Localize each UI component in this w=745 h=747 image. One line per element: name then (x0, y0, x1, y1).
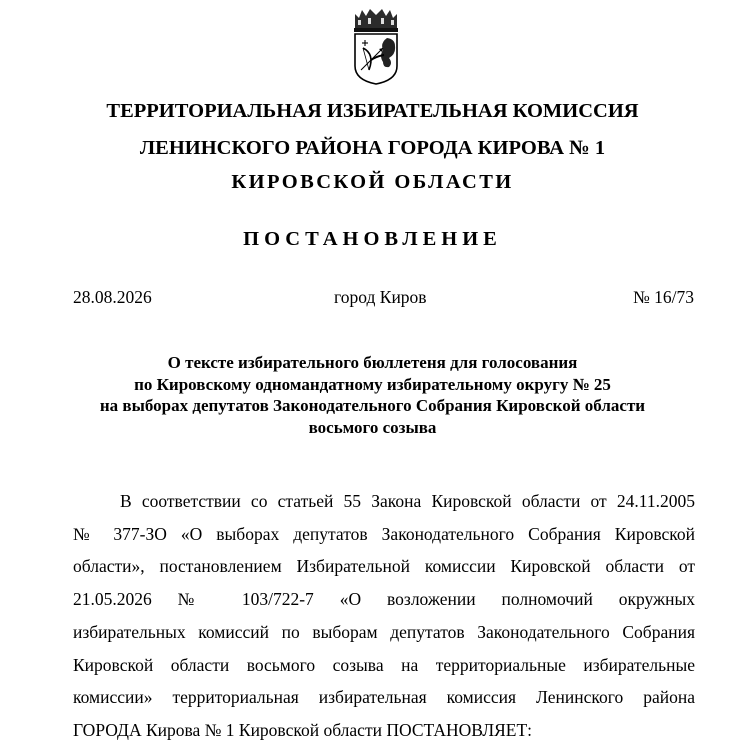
body-line: 21.05.2026 № 103/722-7 «О возложении полномочий окружных (73, 589, 695, 610)
subject-line: восьмого созыва (308, 417, 437, 437)
document-subject (0, 352, 745, 438)
subject-line: на выборах депутатов Законодательного Собрания Кировской области (99, 396, 646, 415)
subject-line: О тексте избирательного бюллетеня для голосования (167, 353, 578, 372)
body-line: ГОРОДА Кирова № 1 Кировской области ПОСТАНОВЛЯЕТ: (73, 719, 533, 740)
commission-title-line-2: ЛЕНИНСКОГО РАЙОНА ГОРОДА КИРОВА № 1 (139, 137, 606, 159)
commission-title-line-3: КИРОВСКОЙ ОБЛАСТИ (231, 171, 514, 193)
body-line: Кировской области восьмого созыва на территориальные избирательные (73, 654, 695, 675)
kirov-coat-of-arms-icon (349, 8, 403, 86)
document-city: город Киров (334, 287, 427, 307)
commission-title-line-1: ТЕРРИТОРИАЛЬНАЯ ИЗБИРАТЕЛЬНАЯ КОМИССИЯ (106, 100, 639, 122)
body-line: избирательных комиссий по выборам депутатов Законодательного Собрания (73, 621, 695, 642)
document-number: № 16/73 (633, 287, 694, 307)
body-line: В соответствии со статьей 55 Закона Кировской области от 24.11.2005 (120, 491, 695, 511)
body-line: № 377-ЗО «О выборах депутатов Законодательного Собрания Кировской (73, 523, 695, 544)
subject-line: по Кировскому одномандатному избирательному округу № 25 (134, 374, 611, 394)
document-type: ПОСТАНОВЛЕНИЕ (243, 228, 502, 250)
body-line: области», постановлением Избирательной комиссии Кировской области от (73, 556, 695, 577)
body-line: комиссии» территориальная избирательная комиссия Ленинского района (73, 687, 695, 708)
document-body-paragraph (73, 485, 695, 747)
document-date: 28.08.2026 (73, 287, 152, 307)
